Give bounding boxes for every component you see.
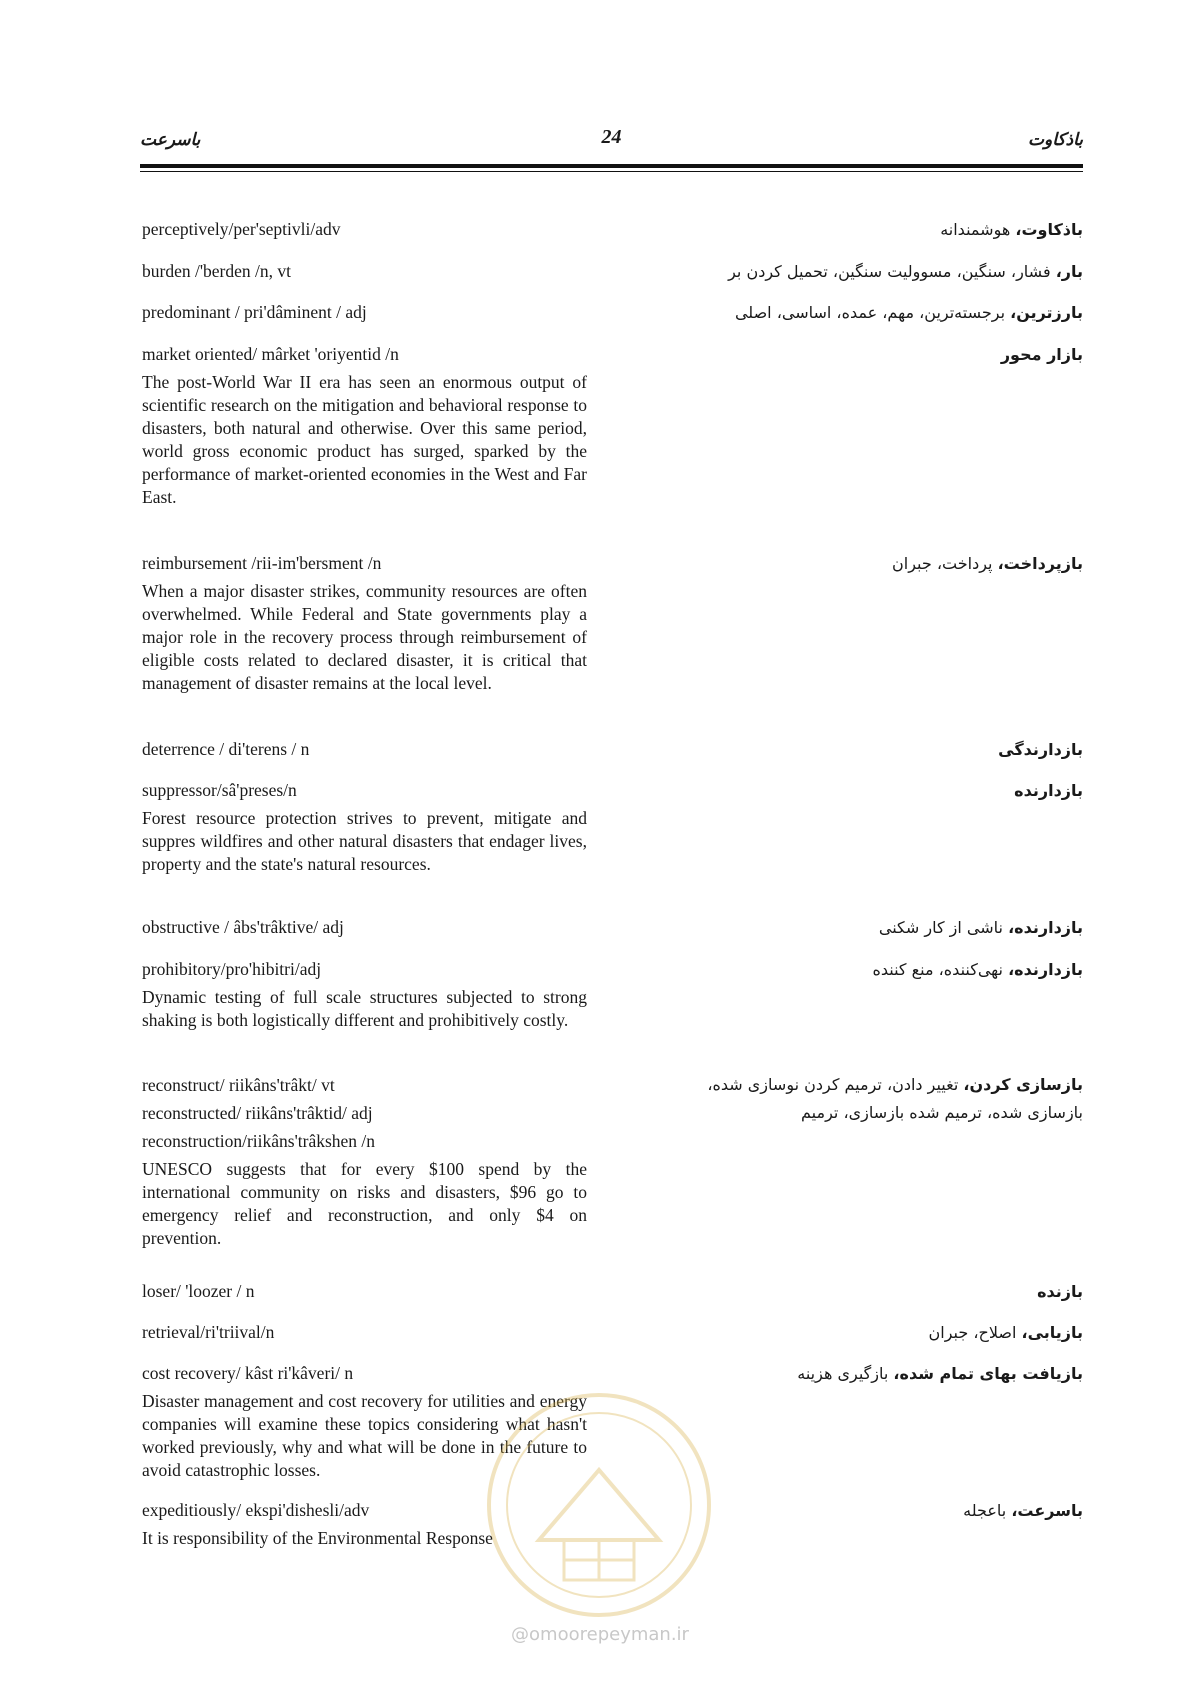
- en-headword: loser/ 'loozer / n: [142, 1281, 255, 1301]
- en-entry: [142, 552, 587, 695]
- en-example-paragraph: It is responsibility of the Environmental Response: [142, 1528, 493, 1548]
- en-entry: [142, 301, 587, 329]
- fa-headword: بازپرداخت،: [997, 554, 1083, 573]
- fa-entry: [623, 777, 1083, 805]
- en-example-paragraph: Forest resource protection strives to prevent, mitigate and suppres wildfires and other natural disasters that endager lives, property and the state's natural resources.: [142, 808, 587, 874]
- fa-entry: [623, 1071, 1083, 1127]
- en-headword: reconstruction/riikâns'trâkshen /n: [142, 1131, 376, 1151]
- fa-headword: باذکاوت،: [1015, 220, 1083, 239]
- fa-headword: بازار محور: [1000, 345, 1083, 364]
- en-example-paragraph: UNESCO suggests that for every $100 spend by the international community on risks and disasters, $96 go to emergency relief and reconstruction, and only $4 on prevention.: [142, 1159, 587, 1248]
- fa-meaning: فشار، سنگین، مسوولیت سنگین، تحمیل کردن بر: [728, 262, 1056, 281]
- en-entry: [142, 218, 587, 246]
- fa-headword: بازدارنده: [1014, 781, 1083, 800]
- fa-meaning: باعجله: [963, 1501, 1012, 1520]
- en-entry: [142, 343, 587, 509]
- en-entry: [142, 738, 587, 766]
- en-headword: reimbursement /rii-im'bersment /n: [142, 553, 382, 573]
- fa-entry: [623, 299, 1083, 327]
- fa-meaning: هوشمندانه: [940, 220, 1016, 239]
- en-entry: [142, 260, 587, 288]
- en-headword: expeditiously/ ekspi'dishesli/adv: [142, 1500, 370, 1520]
- fa-headword: بازدارنده،: [1008, 960, 1083, 979]
- watermark-site: @omoorepeyman.ir: [511, 1624, 689, 1645]
- page-header: [140, 126, 1083, 156]
- fa-entry: [623, 1360, 1083, 1388]
- header-rule-thin: [140, 171, 1083, 172]
- fa-entry: [623, 736, 1083, 764]
- fa-headword: بازسازی کردن،: [963, 1075, 1083, 1094]
- fa-meaning: تغییر دادن، ترمیم کردن نوسازی شده،: [707, 1075, 964, 1094]
- fa-headword: بازنده: [1037, 1282, 1083, 1301]
- en-headword: reconstruct/ riikâns'trâkt/ vt: [142, 1075, 335, 1095]
- fa-headword: بارزترین،: [1010, 303, 1083, 322]
- fa-meaning: ناشی از کار شکنی: [878, 918, 1009, 937]
- fa-meaning: اصلاح، جبران: [928, 1323, 1022, 1342]
- fa-meaning: بازگیری هزینه: [797, 1364, 894, 1383]
- fa-entry: [623, 914, 1083, 942]
- fa-meaning: نهی‌کننده، منع کننده: [872, 960, 1009, 979]
- en-example-paragraph: The post-World War II era has seen an enormous output of scientific research on the mitigation and behavioral response to disasters, both natural and otherwise. Over this same period, world gross economic product has surged, sparked by the performance of market-oriented economies in the West and Far East.: [142, 372, 587, 507]
- fa-meaning: برجسته‌ترین، مهم، عمده، اساسی، اصلی: [734, 303, 1011, 322]
- watermark-logo-icon: [484, 1390, 714, 1620]
- en-headword: retrieval/ri'triival/n: [142, 1322, 275, 1342]
- fa-headword: بازدارنده،: [1008, 918, 1083, 937]
- en-example-paragraph: Dynamic testing of full scale structures subjected to strong shaking is both logistically different and prohibitively costly.: [142, 987, 587, 1030]
- en-headword: cost recovery/ kâst ri'kâveri/ n: [142, 1363, 354, 1383]
- en-example-paragraph: When a major disaster strikes, community resources are often overwhelmed. While Federal and State governments play a major role in the recovery process through reimbursement of eligible costs related to declared disaster, it is critical that management of disaster remains at the local level.: [142, 581, 587, 693]
- page-number: 24: [601, 126, 622, 148]
- fa-headword: بار،: [1055, 262, 1083, 281]
- en-headword: burden /'berden /n, vt: [142, 261, 291, 281]
- en-headword: obstructive / âbs'trâktive/ adj: [142, 917, 344, 937]
- fa-entry: [623, 1319, 1083, 1347]
- fa-entry: [623, 1278, 1083, 1306]
- fa-entry: [623, 341, 1083, 369]
- header-left-title: باسرعت: [140, 130, 201, 150]
- en-entry: [142, 958, 587, 1032]
- en-headword: reconstructed/ riikâns'trâktid/ adj: [142, 1103, 373, 1123]
- en-headword: market oriented/ mârket 'oriyentid /n: [142, 344, 399, 364]
- fa-headword: باسرعت،: [1011, 1501, 1083, 1520]
- en-example-paragraph: Disaster management and cost recovery for utilities and energy companies will examine these topics considering what hasn't worked previously, why and what will be done in the future to avoid catastrophic losses.: [142, 1391, 587, 1480]
- en-entry: [142, 779, 587, 876]
- fa-headword: بازیافت بهای تمام شده،: [893, 1364, 1083, 1383]
- fa-entry: [623, 216, 1083, 244]
- fa-meaning-continued: بازسازی شده، ترمیم شده بازسازی، ترمیم: [801, 1103, 1083, 1122]
- fa-entry: [623, 258, 1083, 286]
- en-headword: deterrence / di'terens / n: [142, 739, 310, 759]
- en-entry: [142, 1321, 587, 1349]
- en-entry: [142, 1074, 587, 1250]
- header-rule-thick: [140, 164, 1083, 168]
- en-entry: [142, 1280, 587, 1308]
- fa-headword: بازیابی،: [1021, 1323, 1083, 1342]
- fa-headword: بازدارندگی: [998, 740, 1083, 759]
- fa-entry: [623, 550, 1083, 578]
- header-right-title: باذکاوت: [1028, 130, 1083, 150]
- en-headword: perceptively/per'septivli/adv: [142, 219, 341, 239]
- fa-meaning: پرداخت، جبران: [892, 554, 998, 573]
- fa-entry: [623, 956, 1083, 984]
- en-headword: prohibitory/pro'hibitri/adj: [142, 959, 322, 979]
- en-headword: predominant / pri'dâminent / adj: [142, 302, 367, 322]
- en-entry: [142, 916, 587, 944]
- en-headword: suppressor/sâ'preses/n: [142, 780, 297, 800]
